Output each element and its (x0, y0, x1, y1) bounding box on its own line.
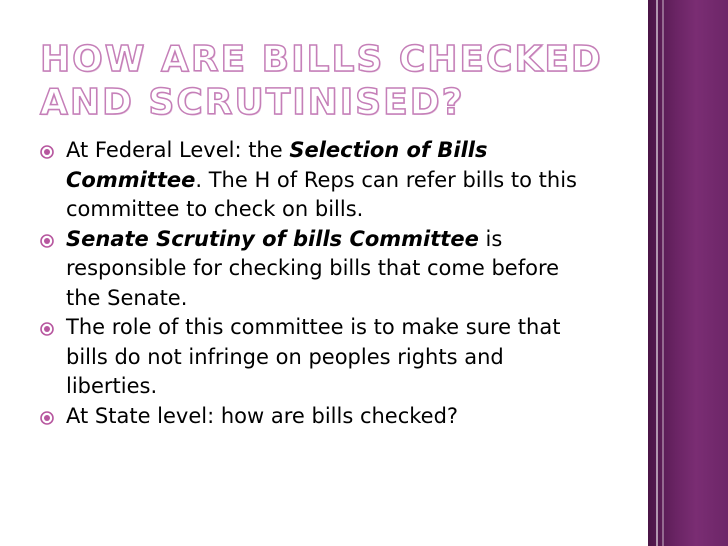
bullet-list (40, 136, 580, 431)
circle-target-icon (40, 322, 54, 336)
bullet-item (40, 313, 580, 402)
circle-target-icon (40, 234, 54, 248)
sidebar-stripe (662, 0, 664, 546)
bullet-item (40, 225, 580, 314)
bullet-item (40, 402, 580, 432)
bullet-text: At Federal Level: the (66, 138, 290, 162)
bullet-text: is responsible for checking bills that come before the Senate. (66, 226, 560, 310)
bullet-text: The role of this committee is to make sure that bills do not infringe on peoples rights and liberties. (66, 315, 561, 398)
sidebar-decoration (648, 0, 728, 546)
circle-target-icon (40, 145, 54, 159)
slide-title: HOW ARE BILLS CHECKED AND SCRUTINISED? (40, 39, 603, 123)
bullet-text: At State level: how are bills checked? (66, 403, 459, 428)
circle-target-icon (40, 411, 54, 425)
bullet-item (40, 136, 580, 225)
bullet-emphasis: Selection of Bills Committee (66, 138, 488, 192)
sidebar-stripe (656, 0, 658, 546)
bullet-text: . The H of Reps can refer bills to this committee to check on bills. (66, 167, 577, 221)
bullet-emphasis: Senate Scrutiny of bills Committee (66, 226, 479, 251)
